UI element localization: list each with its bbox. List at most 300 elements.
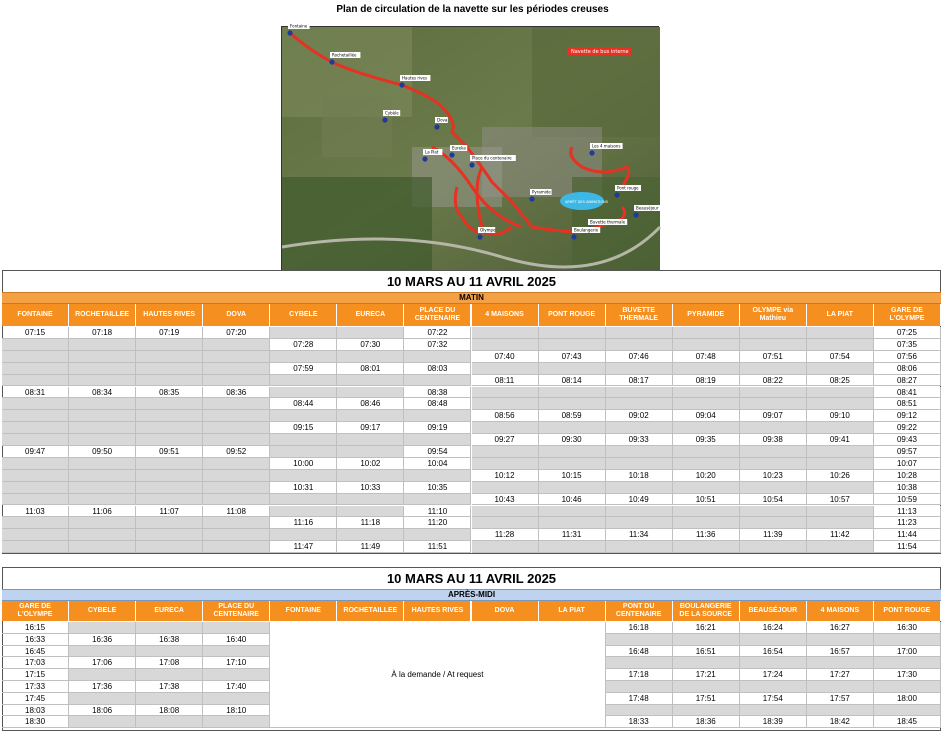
map-stop-label: Place du centenaire	[472, 155, 512, 161]
time-cell	[404, 470, 471, 482]
time-cell: 11:20	[404, 517, 471, 529]
time-cell	[673, 458, 740, 470]
time-cell: 18:45	[874, 716, 941, 728]
time-cell: 16:51	[673, 646, 740, 658]
time-cell	[807, 398, 874, 410]
time-cell	[69, 529, 136, 541]
time-cell: 08:14	[539, 375, 606, 387]
time-cell: 17:15	[2, 669, 69, 681]
time-cell	[472, 506, 539, 518]
time-cell: 08:03	[404, 363, 471, 375]
time-cell: 08:34	[69, 387, 136, 399]
time-cell: 11:51	[404, 541, 471, 553]
time-cell: 07:30	[337, 339, 404, 351]
map-stop-label: Olympe	[480, 227, 496, 233]
time-cell	[136, 622, 203, 634]
time-cell	[2, 363, 69, 375]
time-cell	[673, 634, 740, 646]
time-cell	[740, 387, 807, 399]
column-header: DOVA	[472, 601, 539, 621]
time-cell	[270, 529, 337, 541]
time-cell: 17:03	[2, 657, 69, 669]
time-cell	[472, 482, 539, 494]
time-cell: 09:54	[404, 446, 471, 458]
time-cell	[807, 506, 874, 518]
time-cell	[472, 541, 539, 553]
time-cell: 10:18	[606, 470, 673, 482]
map-stop-pin-icon	[589, 150, 594, 155]
time-cell	[2, 351, 69, 363]
time-cell	[203, 470, 270, 482]
time-cell	[472, 387, 539, 399]
time-cell: 17:18	[606, 669, 673, 681]
animation-badge-label: ARRÊT DES ANIMATIONS	[565, 200, 608, 204]
time-cell: 16:30	[874, 622, 941, 634]
time-cell	[740, 657, 807, 669]
time-cell	[203, 646, 270, 658]
time-cell: 08:11	[472, 375, 539, 387]
time-cell: 07:59	[270, 363, 337, 375]
time-cell: 10:33	[337, 482, 404, 494]
time-cell: 09:33	[606, 434, 673, 446]
map-stop-pin-icon	[382, 117, 387, 122]
time-cell: 11:16	[270, 517, 337, 529]
time-cell	[673, 398, 740, 410]
time-cell	[606, 506, 673, 518]
time-cell: 07:56	[874, 351, 941, 363]
time-cell	[673, 482, 740, 494]
time-cell: 10:26	[807, 470, 874, 482]
column-header: BUVETTE THERMALE	[606, 304, 673, 326]
time-cell: 08:51	[874, 398, 941, 410]
time-cell	[337, 387, 404, 399]
time-cell: 10:57	[807, 494, 874, 506]
time-cell: 17:45	[2, 693, 69, 705]
time-cell: 10:04	[404, 458, 471, 470]
time-cell	[472, 446, 539, 458]
time-cell	[69, 422, 136, 434]
route-map-image	[282, 23, 660, 271]
time-cell	[606, 482, 673, 494]
time-cell	[673, 363, 740, 375]
time-cell: 08:01	[337, 363, 404, 375]
time-cell: 08:22	[740, 375, 807, 387]
time-cell	[606, 363, 673, 375]
time-cell	[472, 398, 539, 410]
time-cell	[69, 669, 136, 681]
time-cell	[69, 494, 136, 506]
time-cell: 18:10	[203, 705, 270, 717]
time-cell	[337, 506, 404, 518]
time-cell: 08:41	[874, 387, 941, 399]
time-cell: 10:31	[270, 482, 337, 494]
time-cell	[606, 541, 673, 553]
time-cell	[606, 517, 673, 529]
column-header: PONT DU CENTENAIRE	[606, 601, 673, 621]
column-header: HAUTES RIVES	[136, 304, 203, 326]
time-cell	[807, 634, 874, 646]
time-cell	[203, 458, 270, 470]
time-cell	[136, 410, 203, 422]
time-cell	[2, 422, 69, 434]
time-cell: 16:45	[2, 646, 69, 658]
time-cell	[874, 657, 941, 669]
time-cell: 11:39	[740, 529, 807, 541]
time-cell: 09:02	[606, 410, 673, 422]
time-cell: 10:49	[606, 494, 673, 506]
time-cell	[270, 327, 337, 339]
time-cell	[136, 517, 203, 529]
time-cell: 18:00	[874, 693, 941, 705]
time-cell: 11:36	[673, 529, 740, 541]
column-header: PONT ROUGE	[874, 601, 941, 621]
map-stop-pin-icon	[477, 234, 482, 239]
time-cell	[2, 410, 69, 422]
time-cell	[69, 458, 136, 470]
time-cell	[69, 622, 136, 634]
time-cell	[606, 327, 673, 339]
time-cell	[539, 387, 606, 399]
time-cell: 07:54	[807, 351, 874, 363]
map-stop-label: La Piat	[425, 149, 439, 155]
time-cell	[673, 422, 740, 434]
time-cell	[337, 375, 404, 387]
time-cell	[203, 351, 270, 363]
time-cell: 07:15	[2, 327, 69, 339]
time-cell	[404, 375, 471, 387]
time-cell	[404, 434, 471, 446]
time-cell: 11:47	[270, 541, 337, 553]
time-cell	[136, 470, 203, 482]
time-cell: 10:23	[740, 470, 807, 482]
time-cell	[404, 494, 471, 506]
map-stop-label: Les 4 maisons	[592, 143, 621, 149]
time-cell	[136, 693, 203, 705]
time-cell	[606, 339, 673, 351]
time-cell	[337, 327, 404, 339]
time-cell: 11:18	[337, 517, 404, 529]
time-cell	[2, 541, 69, 553]
time-cell	[2, 458, 69, 470]
time-cell	[136, 646, 203, 658]
time-cell: 09:51	[136, 446, 203, 458]
time-cell	[203, 422, 270, 434]
time-cell: 09:27	[472, 434, 539, 446]
column-header: PYRAMIDE	[673, 304, 740, 326]
time-cell: 10:12	[472, 470, 539, 482]
time-cell	[807, 482, 874, 494]
time-cell	[136, 375, 203, 387]
time-cell: 09:50	[69, 446, 136, 458]
time-cell: 18:39	[740, 716, 807, 728]
time-cell: 17:48	[606, 693, 673, 705]
time-cell	[337, 494, 404, 506]
time-cell	[740, 517, 807, 529]
time-cell: 11:10	[404, 506, 471, 518]
time-cell	[606, 422, 673, 434]
column-header: PLACE DU CENTENAIRE	[404, 304, 471, 326]
column-header: PONT ROUGE	[539, 304, 606, 326]
column-header: EURECA	[136, 601, 203, 621]
time-cell: 17:06	[69, 657, 136, 669]
map-stop-label: Hautes rives	[402, 75, 428, 81]
time-cell	[69, 398, 136, 410]
time-cell: 10:51	[673, 494, 740, 506]
map-stop-label: Beauséjour	[636, 205, 659, 211]
time-cell	[539, 482, 606, 494]
time-cell: 09:07	[740, 410, 807, 422]
time-cell: 11:49	[337, 541, 404, 553]
time-cell	[270, 494, 337, 506]
time-cell: 09:41	[807, 434, 874, 446]
on-demand-note: À la demande / At request	[270, 622, 605, 728]
time-cell	[2, 339, 69, 351]
time-cell: 07:35	[874, 339, 941, 351]
time-cell	[69, 375, 136, 387]
time-cell	[740, 327, 807, 339]
time-cell	[203, 529, 270, 541]
map-stop-label: Cybèle	[385, 110, 399, 116]
time-cell	[136, 339, 203, 351]
afternoon-title: 10 MARS AU 11 AVRIL 2025	[386, 571, 557, 586]
time-cell	[69, 541, 136, 553]
time-cell	[740, 446, 807, 458]
time-cell: 08:48	[404, 398, 471, 410]
time-cell: 11:54	[874, 541, 941, 553]
time-cell	[69, 434, 136, 446]
time-cell: 18:30	[2, 716, 69, 728]
time-cell	[136, 716, 203, 728]
column-header: LA PIAT	[807, 304, 874, 326]
time-cell: 16:21	[673, 622, 740, 634]
time-cell	[337, 351, 404, 363]
time-cell	[740, 705, 807, 717]
time-cell: 18:33	[606, 716, 673, 728]
time-cell	[2, 529, 69, 541]
time-cell	[606, 458, 673, 470]
time-cell: 10:54	[740, 494, 807, 506]
time-cell	[606, 705, 673, 717]
time-cell	[2, 470, 69, 482]
time-cell: 07:19	[136, 327, 203, 339]
time-cell	[740, 506, 807, 518]
time-cell	[270, 506, 337, 518]
time-cell: 08:56	[472, 410, 539, 422]
afternoon-band: APRÈS-MIDI	[2, 589, 941, 601]
time-cell	[404, 410, 471, 422]
time-cell	[874, 705, 941, 717]
time-cell	[69, 693, 136, 705]
time-cell	[270, 410, 337, 422]
column-header: 4 MAISONS	[807, 601, 874, 621]
time-cell: 08:46	[337, 398, 404, 410]
time-cell	[539, 327, 606, 339]
time-cell: 17:54	[740, 693, 807, 705]
time-cell	[539, 363, 606, 375]
time-cell	[807, 541, 874, 553]
time-cell	[337, 529, 404, 541]
time-cell	[874, 681, 941, 693]
time-cell	[337, 470, 404, 482]
time-cell: 17:51	[673, 693, 740, 705]
time-cell	[606, 387, 673, 399]
column-header: CYBELE	[69, 601, 136, 621]
time-cell: 16:57	[807, 646, 874, 658]
column-header: GARE DE L'OLYMPE	[2, 601, 69, 621]
time-cell	[136, 398, 203, 410]
time-cell: 09:52	[203, 446, 270, 458]
time-cell: 08:06	[874, 363, 941, 375]
time-cell	[539, 422, 606, 434]
time-cell: 18:42	[807, 716, 874, 728]
time-cell	[606, 446, 673, 458]
time-cell: 07:40	[472, 351, 539, 363]
time-cell	[807, 327, 874, 339]
time-cell: 08:25	[807, 375, 874, 387]
time-cell: 17:08	[136, 657, 203, 669]
time-cell	[740, 458, 807, 470]
time-cell	[69, 363, 136, 375]
time-cell: 07:48	[673, 351, 740, 363]
time-cell: 09:35	[673, 434, 740, 446]
time-cell	[807, 657, 874, 669]
time-cell: 09:30	[539, 434, 606, 446]
time-cell	[203, 363, 270, 375]
time-cell	[136, 363, 203, 375]
time-cell	[539, 541, 606, 553]
time-cell	[807, 681, 874, 693]
time-cell	[740, 339, 807, 351]
time-cell: 10:28	[874, 470, 941, 482]
time-cell: 09:12	[874, 410, 941, 422]
time-cell	[807, 387, 874, 399]
time-cell	[203, 716, 270, 728]
time-cell	[136, 422, 203, 434]
time-cell	[203, 482, 270, 494]
map-legend	[567, 47, 631, 55]
time-cell	[673, 681, 740, 693]
time-cell: 10:02	[337, 458, 404, 470]
time-cell	[2, 375, 69, 387]
map-stop-label: Buvette thermale	[590, 219, 626, 225]
time-cell	[673, 506, 740, 518]
map-stop-label: Eureka	[452, 145, 466, 151]
time-cell: 17:36	[69, 681, 136, 693]
time-cell	[673, 541, 740, 553]
time-cell	[136, 669, 203, 681]
time-cell: 11:08	[203, 506, 270, 518]
time-cell	[203, 375, 270, 387]
column-header: PLACE DU CENTENAIRE	[203, 601, 270, 621]
time-cell	[203, 669, 270, 681]
time-cell: 07:43	[539, 351, 606, 363]
time-cell	[673, 517, 740, 529]
time-cell: 11:13	[874, 506, 941, 518]
time-cell	[539, 506, 606, 518]
time-cell	[136, 529, 203, 541]
time-cell	[203, 339, 270, 351]
time-cell	[69, 517, 136, 529]
time-cell: 09:17	[337, 422, 404, 434]
time-cell: 16:40	[203, 634, 270, 646]
time-cell: 17:10	[203, 657, 270, 669]
time-cell	[807, 339, 874, 351]
time-cell: 07:51	[740, 351, 807, 363]
time-cell: 09:15	[270, 422, 337, 434]
time-cell	[740, 541, 807, 553]
time-cell	[740, 398, 807, 410]
time-cell: 16:27	[807, 622, 874, 634]
map-stop-pin-icon	[422, 156, 427, 161]
map-stop-pin-icon	[399, 82, 404, 87]
time-cell: 07:20	[203, 327, 270, 339]
time-cell: 16:36	[69, 634, 136, 646]
time-cell	[136, 458, 203, 470]
time-cell: 09:47	[2, 446, 69, 458]
time-cell	[673, 705, 740, 717]
time-cell	[740, 482, 807, 494]
time-cell	[807, 422, 874, 434]
time-cell: 08:17	[606, 375, 673, 387]
time-cell	[203, 398, 270, 410]
time-cell: 17:57	[807, 693, 874, 705]
time-cell: 09:38	[740, 434, 807, 446]
time-cell: 08:59	[539, 410, 606, 422]
map-stop-pin-icon	[633, 212, 638, 217]
column-header: FONTAINE	[2, 304, 69, 326]
time-cell: 11:44	[874, 529, 941, 541]
time-cell	[472, 422, 539, 434]
time-cell: 17:21	[673, 669, 740, 681]
time-cell	[404, 529, 471, 541]
time-cell: 17:38	[136, 681, 203, 693]
map-stop-label: Boulangerie	[574, 227, 599, 233]
time-cell	[203, 622, 270, 634]
time-cell	[472, 339, 539, 351]
time-cell	[673, 657, 740, 669]
time-cell	[807, 446, 874, 458]
time-cell	[136, 541, 203, 553]
time-cell	[69, 410, 136, 422]
time-cell	[606, 681, 673, 693]
map-stop-label: Fontaine	[290, 23, 308, 29]
time-cell: 10:07	[874, 458, 941, 470]
time-cell: 16:38	[136, 634, 203, 646]
column-header: HAUTES RIVES	[404, 601, 471, 621]
time-cell: 16:15	[2, 622, 69, 634]
time-cell: 08:36	[203, 387, 270, 399]
column-header: LA PIAT	[539, 601, 606, 621]
time-cell: 11:23	[874, 517, 941, 529]
time-cell	[404, 351, 471, 363]
time-cell: 16:33	[2, 634, 69, 646]
column-header: CYBELE	[270, 304, 337, 326]
time-cell: 17:24	[740, 669, 807, 681]
time-cell: 09:04	[673, 410, 740, 422]
time-cell	[270, 351, 337, 363]
time-cell	[2, 434, 69, 446]
map-stop-pin-icon	[287, 30, 292, 35]
route-map	[281, 23, 659, 270]
time-cell: 07:18	[69, 327, 136, 339]
time-cell: 08:44	[270, 398, 337, 410]
column-header: FONTAINE	[270, 601, 337, 621]
time-cell	[136, 494, 203, 506]
time-cell: 11:42	[807, 529, 874, 541]
column-header: 4 MAISONS	[472, 304, 539, 326]
time-cell: 18:06	[69, 705, 136, 717]
time-cell: 17:00	[874, 646, 941, 658]
